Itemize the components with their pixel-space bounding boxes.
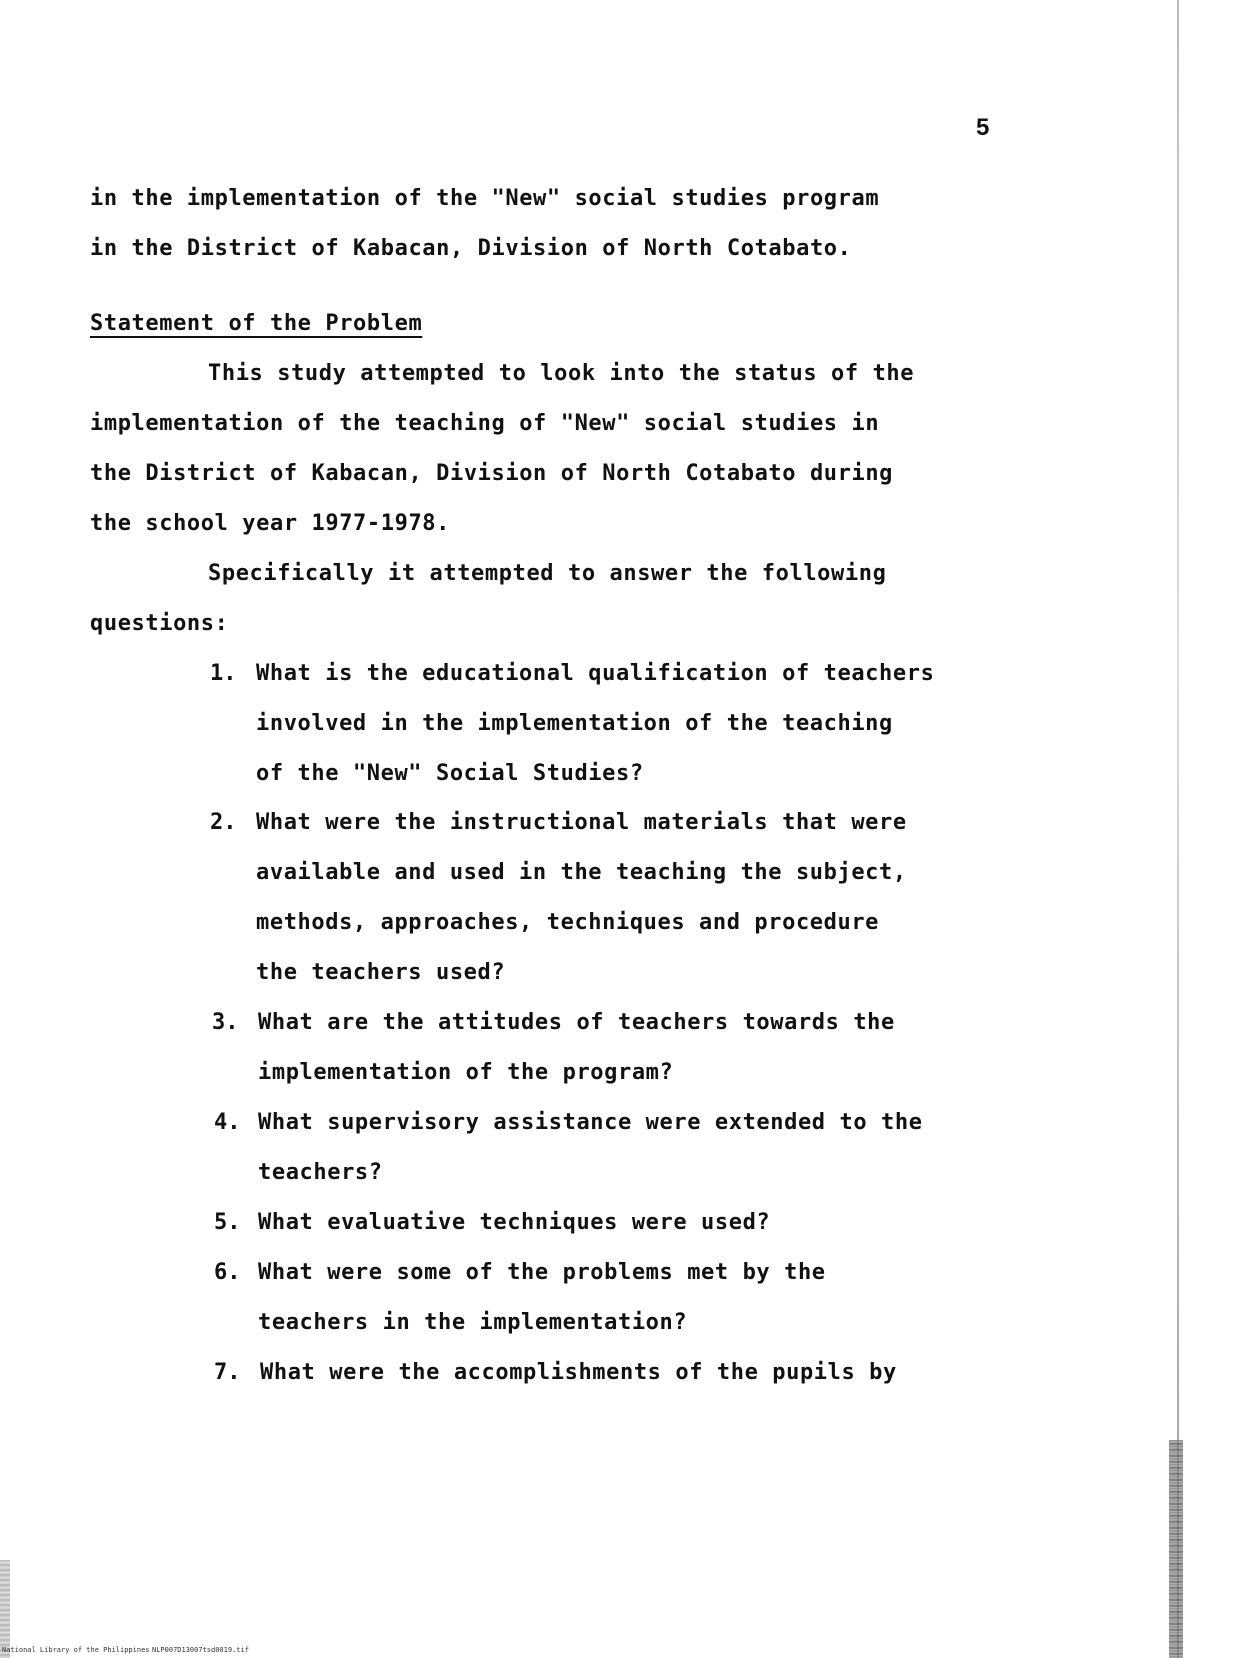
scan-edge-shadow — [1169, 1440, 1183, 1658]
intro-line-2: in the District of Kabacan, Division of North Cotabato. — [90, 236, 852, 261]
question-number: 6. — [214, 1260, 241, 1285]
paragraph-line: questions: — [90, 611, 229, 636]
question-line: What is the educational qualification of teachers — [256, 661, 935, 686]
scan-edge-right — [1177, 0, 1179, 1658]
question-line: implementation of the program? — [258, 1060, 674, 1085]
question-number: 1. — [210, 661, 237, 686]
question-line: teachers in the implementation? — [258, 1310, 688, 1335]
question-line: the teachers used? — [256, 960, 506, 985]
paragraph-line: the District of Kabacan, Division of North Cotabato during — [90, 461, 894, 486]
question-line: methods, approaches, techniques and procedure — [256, 910, 880, 935]
paragraph-line: the school year 1977-1978. — [90, 511, 450, 536]
question-line: What are the attitudes of teachers towards the — [258, 1010, 895, 1035]
question-line: What evaluative techniques were used? — [258, 1210, 771, 1235]
scan-edge-left — [0, 1560, 10, 1658]
question-line: of the "New" Social Studies? — [256, 761, 644, 786]
question-number: 7. — [214, 1360, 241, 1385]
question-line: teachers? — [258, 1160, 383, 1185]
paragraph-line: Specifically it attempted to answer the following — [208, 561, 887, 586]
question-number: 5. — [214, 1210, 241, 1235]
question-line: involved in the implementation of the teaching — [256, 711, 893, 736]
question-line: What were the accomplishments of the pupils by — [260, 1360, 897, 1385]
question-line: available and used in the teaching the subject, — [256, 860, 907, 885]
intro-line-1: in the implementation of the "New" social studies program — [90, 186, 880, 211]
paragraph-line: This study attempted to look into the status of the — [208, 361, 915, 386]
page-number: 5 — [976, 114, 990, 141]
footer-file: NLP007D13007tsd0019.tif — [152, 1646, 249, 1654]
scan-footer — [2, 1646, 249, 1654]
question-number: 2. — [210, 810, 237, 835]
footer-source: National Library of the Philippines — [2, 1646, 150, 1654]
question-number: 3. — [212, 1010, 239, 1035]
section-heading: Statement of the Problem — [90, 311, 423, 336]
question-line: What were some of the problems met by the — [258, 1260, 826, 1285]
paragraph-line: implementation of the teaching of "New" social studies in — [90, 411, 880, 436]
question-line: What supervisory assistance were extended to the — [258, 1110, 923, 1135]
question-line: What were the instructional materials that were — [256, 810, 907, 835]
question-number: 4. — [214, 1110, 241, 1135]
